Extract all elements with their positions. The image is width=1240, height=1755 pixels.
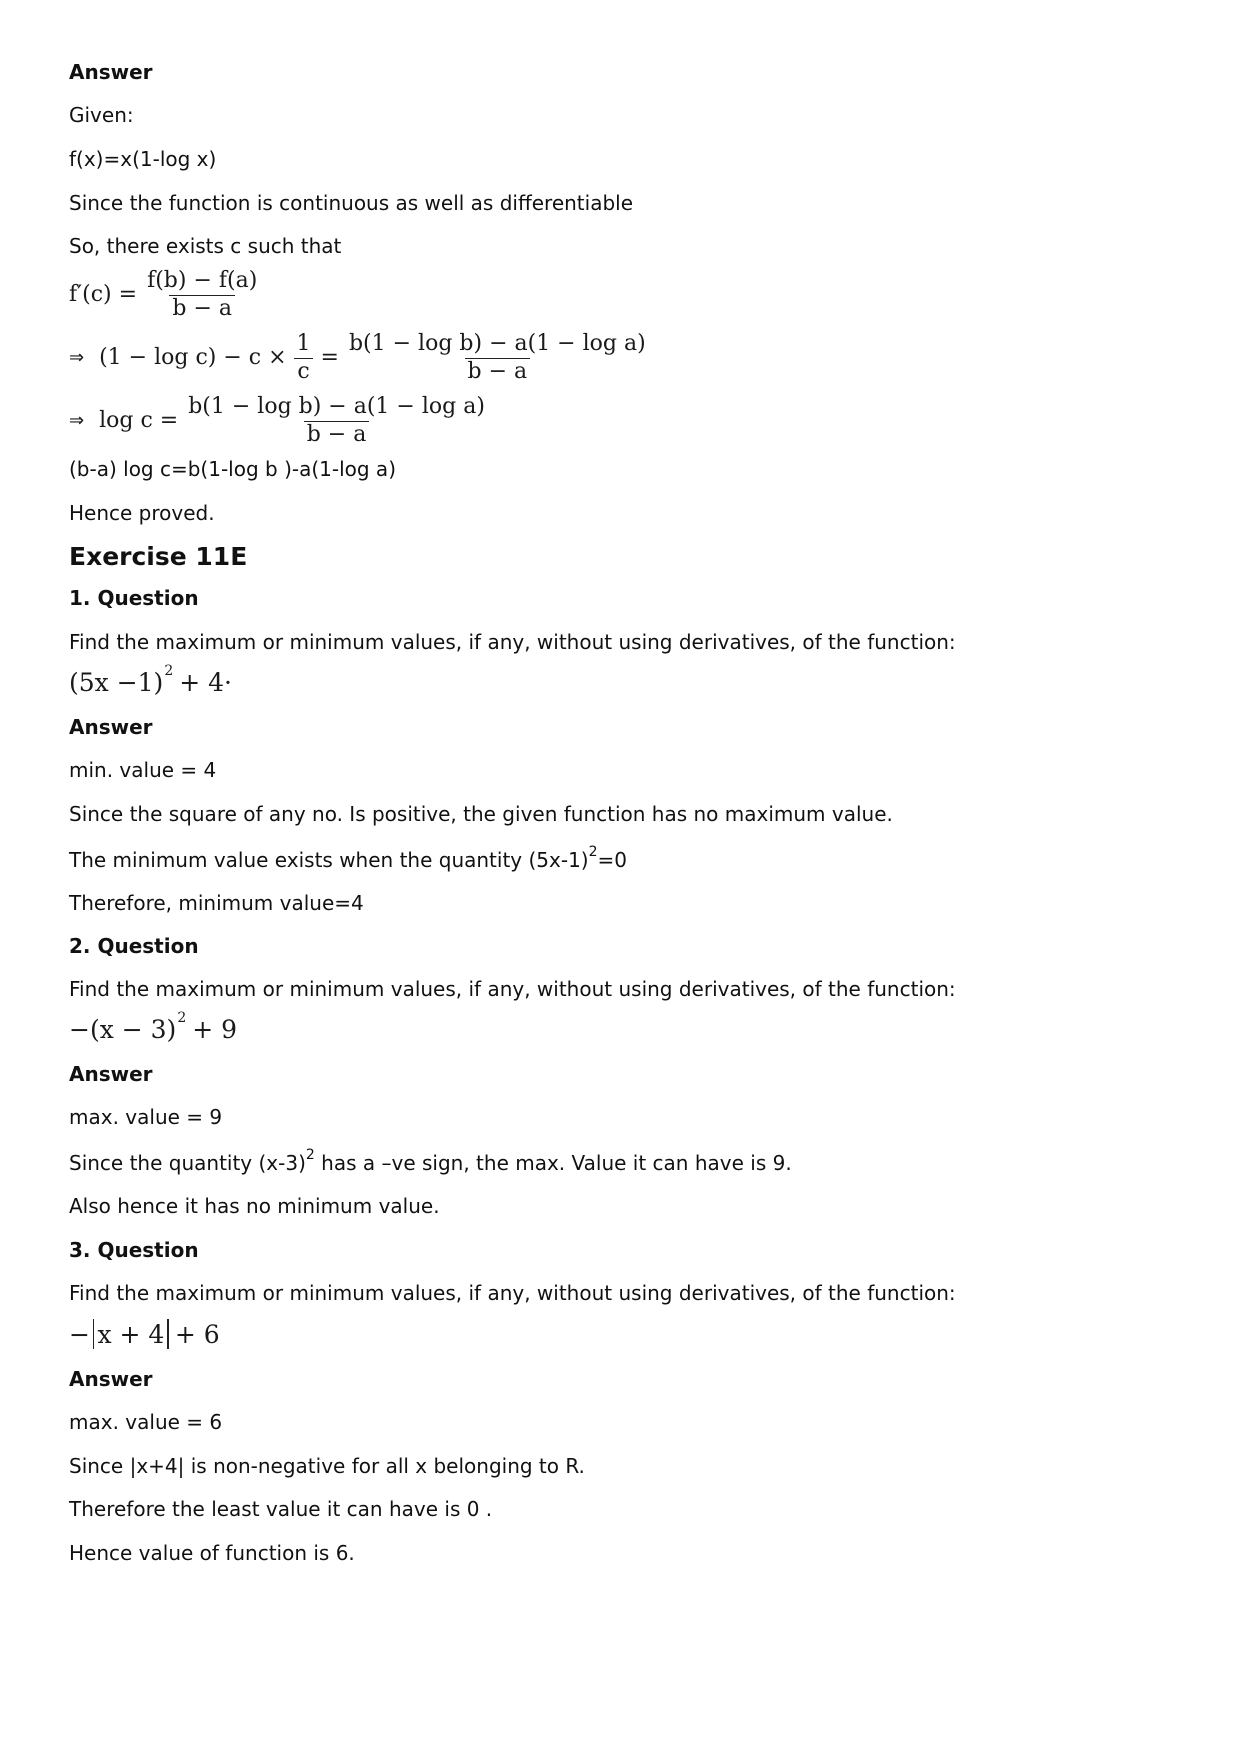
given-label: Given: xyxy=(69,103,134,127)
implies-arrow: ⇒ xyxy=(69,347,85,368)
q3-line-max-value: max. value = 6 xyxy=(69,1410,223,1434)
q1-expr-exponent: 2 xyxy=(164,662,174,679)
function-definition: f(x)=x(1-log x) xyxy=(69,147,217,171)
q2-expr-exponent: 2 xyxy=(177,1009,187,1026)
question-1-answer-heading: Answer xyxy=(69,715,153,739)
statement-exists-c: So, there exists c such that xyxy=(69,234,342,258)
eq2-equals: = xyxy=(320,345,339,370)
document-body xyxy=(69,52,1169,1565)
question-3-answer-heading: Answer xyxy=(69,1367,153,1391)
abs-bar-left xyxy=(93,1319,95,1349)
question-2-expression xyxy=(69,1009,1169,1044)
eq1-denominator: b − a xyxy=(169,295,235,321)
answer-heading: Answer xyxy=(69,60,153,84)
q3-expr-inner: x + 4 xyxy=(97,1319,165,1349)
q1-condition-exponent: 2 xyxy=(588,844,598,861)
q3-line-hence: Hence value of function is 6. xyxy=(69,1541,355,1565)
eq2-small-numerator: 1 xyxy=(296,331,311,356)
exercise-title: Exercise 11E xyxy=(69,542,248,571)
q1-expr-tail: + 4· xyxy=(179,668,232,697)
question-2-label: 2. Question xyxy=(69,934,199,958)
q2-reason-text: Since the quantity (x-3) xyxy=(69,1151,306,1175)
eq2-small-fraction xyxy=(294,331,314,384)
eq3-numerator: b(1 − log b) − a(1 − log a) xyxy=(188,394,485,419)
q2-reason-tail: has a –ve sign, the max. Value it can have is 9. xyxy=(314,1151,792,1175)
q1-expr-base: (5x −1) xyxy=(69,668,164,697)
eq1-numerator: f(b) − f(a) xyxy=(147,268,258,293)
q2-expr-base: −(x − 3) xyxy=(69,1015,177,1044)
question-1-prompt: Find the maximum or minimum values, if any, without using derivatives, of the function: xyxy=(69,630,956,654)
eq2-denominator: b − a xyxy=(465,358,531,384)
q1-line-min-value: min. value = 4 xyxy=(69,758,217,782)
q1-line-therefore: Therefore, minimum value=4 xyxy=(69,891,364,915)
question-3-expression xyxy=(69,1319,1169,1349)
q2-line-no-minimum: Also hence it has no minimum value. xyxy=(69,1194,440,1218)
question-3-label: 3. Question xyxy=(69,1238,199,1262)
eq2-fraction xyxy=(346,331,649,384)
q3-line-least-value: Therefore the least value it can have is 0 . xyxy=(69,1497,493,1521)
q1-line-reason: Since the square of any no. Is positive, the given function has no maximum value. xyxy=(69,802,893,826)
eq3-fraction xyxy=(185,394,488,447)
question-3-prompt: Find the maximum or minimum values, if any, without using derivatives, of the function: xyxy=(69,1281,956,1305)
eq2-small-denominator: c xyxy=(294,358,312,384)
eq3-denominator: b − a xyxy=(304,421,370,447)
q2-line-max-value: max. value = 9 xyxy=(69,1105,223,1129)
result-line: (b-a) log c=b(1-log b )-a(1-log a) xyxy=(69,457,396,481)
eq3-lhs: log c = xyxy=(99,408,179,433)
question-2-answer-heading: Answer xyxy=(69,1062,153,1086)
q3-expr-minus: − xyxy=(69,1319,90,1349)
q3-line-non-negative: Since |x+4| is non-negative for all x belonging to R. xyxy=(69,1454,585,1478)
eq1-lhs: f′(c) = xyxy=(69,282,138,307)
statement-continuous: Since the function is continuous as well as differentiable xyxy=(69,191,634,215)
equation-mvt xyxy=(69,268,1169,321)
question-2-prompt: Find the maximum or minimum values, if any, without using derivatives, of the function: xyxy=(69,977,956,1001)
conclusion: Hence proved. xyxy=(69,501,215,525)
q1-condition-text: The minimum value exists when the quantity (5x-1) xyxy=(69,848,589,872)
equation-derivative xyxy=(69,331,1169,384)
question-1-expression xyxy=(69,662,1169,697)
eq2-lhs: (1 − log c) − c × xyxy=(99,345,287,370)
q2-line-reason xyxy=(69,1147,1169,1175)
equation-log-c xyxy=(69,394,1169,447)
q2-reason-exponent: 2 xyxy=(305,1147,315,1164)
abs-bar-right xyxy=(167,1319,169,1349)
q3-expr-tail: + 6 xyxy=(174,1319,220,1349)
q1-condition-tail: =0 xyxy=(597,848,627,872)
eq2-numerator: b(1 − log b) − a(1 − log a) xyxy=(348,331,646,356)
q2-expr-tail: + 9 xyxy=(192,1015,238,1044)
implies-arrow: ⇒ xyxy=(69,410,85,431)
q1-line-condition xyxy=(69,844,1169,872)
question-1-label: 1. Question xyxy=(69,586,199,610)
eq1-fraction xyxy=(144,268,260,321)
